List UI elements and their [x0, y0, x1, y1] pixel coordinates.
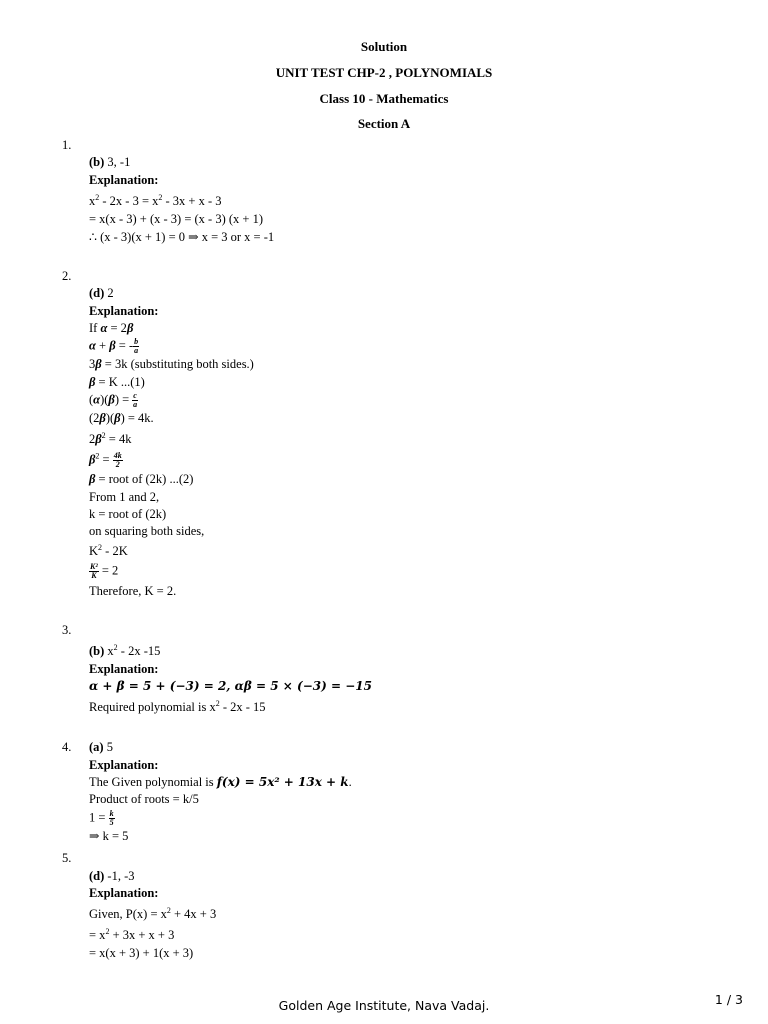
footer-institute: Golden Age Institute, Nava Vadaj. [278, 998, 490, 1013]
answer-option: (b) [89, 155, 105, 169]
answer-line [89, 740, 113, 755]
answer-option: (b) [89, 644, 105, 658]
explanation-line: $\frac{\text{K²}}{K}$ = 2 [90, 562, 119, 580]
explanation-line: β = root of (2k) ...(2) [89, 472, 194, 486]
explanation-line: = x(x + 3) + 1(x + 3) [89, 946, 194, 960]
math-equation: α + β = 5 + (−3) = 2, αβ = 5 × (−3) = −15 [89, 679, 372, 693]
explanation-line: 1 = $\frac{k}{5}$ [89, 809, 114, 827]
question-number: 1. [62, 138, 72, 152]
explanation-label: Explanation: [89, 886, 159, 900]
solution-title: Solution [360, 39, 408, 54]
answer-option: (d) [89, 286, 105, 300]
explanation-line: k = root of (2k) [89, 507, 167, 521]
explanation-line: Required polynomial is $x^2 - 2x - 15$ [89, 699, 266, 714]
question-number: 5. [62, 851, 72, 865]
explanation-line: on squaring both sides, [89, 524, 205, 538]
explanation-line: $2\beta^2 = 4k$ [89, 431, 132, 446]
answer-option: (d) [89, 869, 105, 883]
fraction: $\frac{\text{K²}}{K}$ [90, 562, 98, 580]
answer-line: (b) $x^2 - 2x$ -15 [89, 643, 161, 658]
explanation-label: Explanation: [89, 758, 159, 772]
explanation-label: Explanation: [89, 173, 159, 187]
explanation-label: Explanation: [89, 304, 159, 318]
explanation-line: Given, $P(x) = x^2 + 4x + 3$ [89, 906, 217, 921]
explanation-line: = $x^2 + 3x + x + 3$ [89, 927, 175, 942]
answer-text: -1, -3 [107, 869, 135, 883]
explanation-line: $x^2 - 2x - 3 = x^2 - 3x + x - 3$ [89, 193, 222, 208]
explanation-line: From 1 and 2, [89, 490, 160, 504]
answer-option: (a) [89, 740, 104, 754]
explanation-line: If α = 2β [89, 321, 134, 335]
fraction: $\frac{k}{5}$ [109, 809, 114, 827]
explanation-line: α + β = - $\frac{b}{a}$ [89, 337, 139, 355]
answer-text: 3, -1 [107, 155, 131, 169]
answer-line [89, 869, 134, 884]
section-heading: Section A [357, 116, 411, 131]
answer-text: 2 [107, 286, 114, 300]
explanation-line: 3β = 3k (substituting both sides.) [89, 357, 254, 371]
page-number: 1 / 3 [714, 992, 743, 1007]
explanation-line: Product of roots = k/5 [89, 792, 199, 806]
answer-text: 5 [106, 740, 113, 754]
explanation-line: β = K ...(1) [89, 375, 145, 389]
test-title: UNIT TEST CHP-2 , POLYNOMIALS [275, 65, 493, 80]
explanation-line: The Given polynomial is f(x) = 5x² + 13x + k. [89, 775, 352, 789]
explanation-line: $\beta^2$ = $\frac{4k}{2}$ [89, 451, 122, 469]
answer-line [89, 286, 114, 301]
explanation-line: ⇒ k = 5 [89, 829, 129, 843]
explanation-line: Therefore, K = 2. [89, 584, 177, 598]
question-number: 4. [62, 740, 72, 754]
fraction: $\frac{4k}{2}$ [113, 451, 122, 469]
fraction: $\frac{c}{a}$ [133, 391, 138, 409]
answer-line [89, 155, 130, 170]
class-subject: Class 10 - Mathematics [319, 91, 449, 106]
math-expression: f(x) = 5x² + 13x + k [216, 775, 349, 789]
explanation-label: Explanation: [89, 662, 159, 676]
explanation-line: (α)(β) = $\frac{c}{a}$ [89, 391, 138, 409]
explanation-line: $K^2 - 2K$ [89, 543, 128, 558]
explanation-line: (2β)(β) = 4k. [89, 411, 154, 425]
question-number: 3. [62, 623, 72, 637]
question-number: 2. [62, 269, 72, 283]
explanation-line: = x(x - 3) + (x - 3) = (x - 3) (x + 1) [89, 212, 263, 226]
explanation-line: ∴ (x - 3)(x + 1) = 0 ⇒ x = 3 or x = -1 [89, 230, 275, 244]
fraction: $\frac{b}{a}$ [134, 337, 139, 355]
